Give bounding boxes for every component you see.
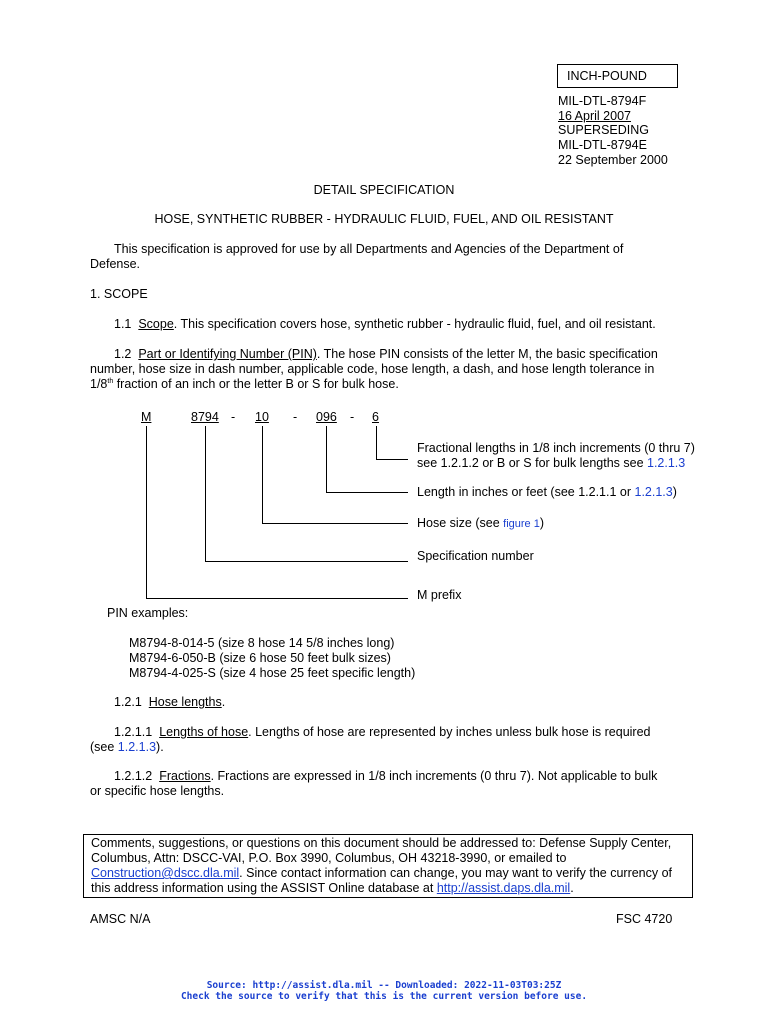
- section-1-2-1-1-line-2: [90, 740, 164, 755]
- section-title: Scope: [138, 317, 174, 331]
- length-label: [417, 485, 677, 500]
- pin-dash: -: [231, 410, 236, 424]
- see-text: (see: [90, 740, 118, 754]
- section-1-2-1-2-line-2: or specific hose lengths.: [90, 784, 225, 798]
- section-number: 1.2.1: [114, 695, 142, 709]
- see-close: ).: [156, 740, 164, 754]
- section-number: 1.2.1.1: [114, 725, 153, 739]
- comments-box: [83, 834, 693, 898]
- pin-part-m: M: [141, 410, 152, 424]
- email-link[interactable]: Construction@dscc.dla.mil: [91, 866, 240, 880]
- size-connector: [263, 426, 409, 524]
- section-text: . The hose PIN consists of the letter M, the basic specification: [316, 347, 658, 361]
- previous-doc-number: MIL-DTL-8794E: [558, 138, 647, 152]
- pin-example-item: M8794-8-014-5 (size 8 hose 14 5/8 inches long): [129, 636, 395, 650]
- spec-connector: [206, 426, 409, 562]
- amsc-label: AMSC N/A: [90, 912, 151, 926]
- comments-line-4: [91, 881, 574, 896]
- hose-size-text: Hose size (see: [417, 516, 504, 530]
- assist-url-link[interactable]: http://assist.daps.dla.mil: [436, 881, 571, 895]
- doc-number: MIL-DTL-8794F: [558, 94, 647, 108]
- fractional-label-line-2: [417, 456, 685, 471]
- length-text: Length in inches or feet (see 1.2.1.1 or: [417, 485, 635, 499]
- fractional-label-line-1: Fractional lengths in 1/8 inch increments (0 thru 7): [417, 441, 695, 455]
- previous-doc-date: 22 September 2000: [558, 153, 668, 167]
- hose-size-close: ): [539, 516, 545, 530]
- section-number: 1.1: [114, 317, 132, 331]
- superseding-label: SUPERSEDING: [558, 123, 649, 137]
- scope-heading: 1. SCOPE: [90, 287, 148, 301]
- pin-example-item: M8794-6-050-B (size 6 hose 50 feet bulk sizes): [129, 651, 391, 665]
- link-1-2-1-3[interactable]: 1.2.1.3: [634, 485, 673, 499]
- length-close: ): [672, 485, 677, 499]
- comments-line-1: Comments, suggestions, or questions on this document should be addressed to: Defense Supply Center,: [91, 836, 672, 850]
- download-source-line: Source: http://assist.dla.mil -- Downloaded: 2022-11-03T03:25Z: [206, 980, 562, 991]
- comments-text: this address information using the ASSIST Online database at: [91, 881, 437, 895]
- hose-size-label: [417, 516, 544, 532]
- section-text: . Fractions are expressed in 1/8 inch increments (0 thru 7). Not applicable to bulk: [210, 769, 658, 783]
- prefix-connector: [147, 426, 409, 599]
- section-number: 1.2: [114, 347, 132, 361]
- section-title: Lengths of hose: [159, 725, 249, 739]
- section-text: . This specification covers hose, synthetic rubber - hydraulic fluid, fuel, and oil resistant.: [173, 317, 656, 331]
- pin-example-item: M8794-4-025-S (size 4 hose 25 feet specific length): [129, 666, 416, 680]
- spec-kind-title: DETAIL SPECIFICATION: [313, 183, 455, 197]
- pin-dash: -: [350, 410, 355, 424]
- section-1-2-1-1: [114, 725, 651, 740]
- pin-part-spec: 8794: [191, 410, 219, 424]
- section-title: Part or Identifying Number (PIN): [138, 347, 317, 361]
- fsc-label: FSC 4720: [616, 912, 673, 926]
- approval-line-1: This specification is approved for use by all Departments and Agencies of the Department of: [114, 242, 624, 256]
- m-prefix-label: M prefix: [417, 588, 462, 602]
- fraction-text: 1/8: [90, 377, 108, 391]
- section-number: 1.2.1.2: [114, 769, 153, 783]
- fraction-rest: fraction of an inch or the letter B or S for bulk hose.: [113, 377, 399, 391]
- pin-examples-heading: PIN examples:: [107, 606, 189, 620]
- verify-source-line: Check the source to verify that this is the current version before use.: [180, 991, 588, 1002]
- section-end: .: [221, 695, 226, 709]
- pin-part-fraction: 6: [372, 410, 379, 424]
- link-1-2-1-3[interactable]: 1.2.1.3: [117, 740, 157, 754]
- section-title: Hose lengths: [148, 695, 222, 709]
- approval-line-2: Defense.: [90, 257, 141, 271]
- fraction-connector: [377, 426, 409, 460]
- link-1-2-1-3[interactable]: 1.2.1.3: [647, 456, 686, 470]
- comments-text: . Since contact information can change, you may want to verify the currency of: [239, 866, 673, 880]
- doc-date: 16 April 2007: [558, 109, 631, 123]
- inch-pound-label: INCH-POUND: [567, 69, 647, 83]
- pin-dash: -: [293, 410, 298, 424]
- pin-part-size: 10: [255, 410, 269, 424]
- section-1-2-line-2: number, hose size in dash number, applicable code, hose length, a dash, and hose length tolerance in: [90, 362, 655, 376]
- link-figure-1[interactable]: figure 1: [503, 518, 540, 530]
- section-title: Fractions: [159, 769, 211, 783]
- spec-number-label: Specification number: [417, 549, 534, 563]
- section-1-2-1-2: [114, 769, 657, 784]
- superscript-th: th: [107, 377, 114, 385]
- comments-end: .: [570, 881, 574, 895]
- spec-subject-title: HOSE, SYNTHETIC RUBBER - HYDRAULIC FLUID, FUEL, AND OIL RESISTANT: [154, 212, 614, 226]
- section-text: . Lengths of hose are represented by inches unless bulk hose is required: [248, 725, 651, 739]
- fractional-text: see 1.2.1.2 or B or S for bulk lengths see: [417, 456, 647, 470]
- comments-line-2: Columbus, Attn: DSCC-VAI, P.O. Box 3990, Columbus, OH 43218-3990, or emailed to: [91, 851, 567, 865]
- comments-line-3: [91, 866, 672, 881]
- section-1-2-1: [114, 695, 225, 710]
- pin-part-length: 096: [316, 410, 337, 424]
